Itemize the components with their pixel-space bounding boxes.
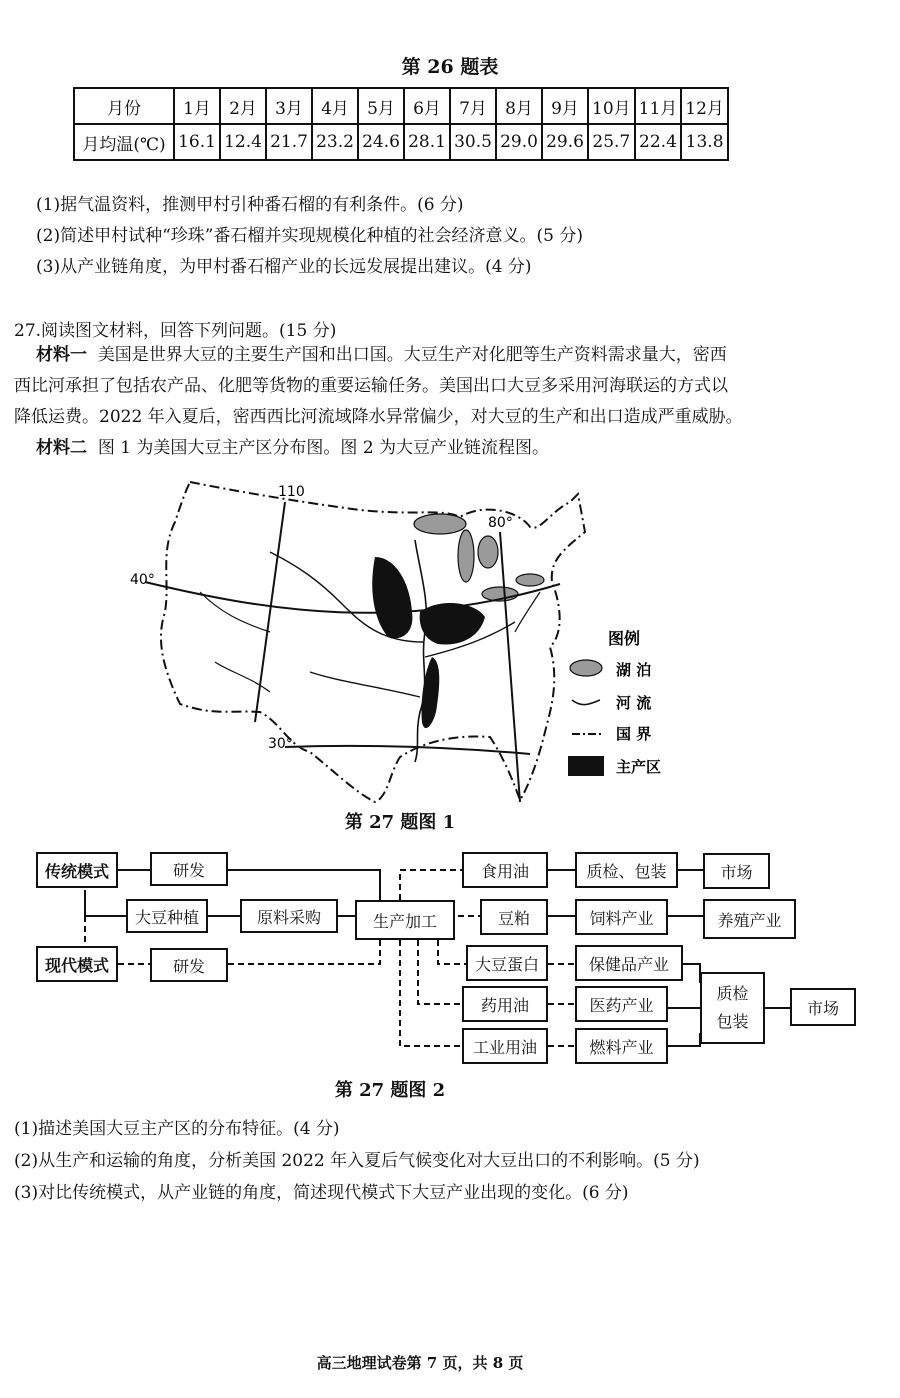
label-lat-40: 40° [130,572,155,588]
month-cell: 2月 [220,88,266,124]
month-cell: 4月 [312,88,358,124]
market-box-top: 市场 [703,853,770,889]
river-mississippi [415,540,426,762]
legend-border-label: 国 界 [616,725,652,743]
month-cell: 3月 [266,88,312,124]
material-purchasing-box: 原料采购 [240,899,338,933]
label-lat-30: 30° [268,736,293,752]
qc-packaging-box: 质检、包装 [575,852,678,888]
temp-cell: 16.1 [174,124,220,160]
q26-question-1: (1)据气温资料，推测甲村引种番石榴的有利条件。(6 分) [36,195,464,215]
month-cell: 1月 [174,88,220,124]
row-header-temp: 月均温(℃) [74,124,174,160]
q27-question-1: (1)描述美国大豆主产区的分布特征。(4 分) [14,1119,340,1139]
temp-cell: 24.6 [358,124,404,160]
material-1-line-1: 美国是世界大豆的主要生产国和出口国。大豆生产对化肥等生产资料需求量大，密西 [97,345,727,365]
rnd-box-traditional: 研发 [150,852,228,886]
pharma-industry-box: 医药产业 [575,986,668,1022]
month-cell: 9月 [542,88,588,124]
river-west-1 [200,592,270,632]
legend-title: 图例 [608,629,641,648]
temp-cell: 29.0 [496,124,542,160]
feed-industry-box: 饲料产业 [575,899,668,935]
temperature-table [73,87,729,161]
temp-cell: 23.2 [312,124,358,160]
temp-cell: 29.6 [542,124,588,160]
rnd-box-modern: 研发 [150,948,228,982]
legend-river-label: 河 流 [616,694,652,712]
soybean-production-area [372,557,485,728]
market-box-bottom: 市场 [790,988,856,1026]
temp-cell: 25.7 [588,124,635,160]
river-arkansas [310,672,420,697]
edible-oil-box: 食用油 [462,852,548,888]
medicinal-oil-box: 药用油 [462,986,548,1022]
material-1-line-3: 降低运费。2022 年入夏后，密西西比河流域降水异常偏少，对大豆的生产和出口造成严重威胁。 [14,407,743,427]
packaging-label: 包装 [716,1012,749,1031]
page-footer: 高三地理试卷第 7 页，共 8 页 [316,1354,524,1372]
qc-label: 质检 [716,984,749,1003]
legend-area-swatch [568,756,604,776]
material-1-line-2: 西比河承担了包括农产品、化肥等货物的重要运输任务。美国出口大豆多采用河海联运的方式以 [14,376,728,396]
legend-area-label: 主产区 [616,758,662,776]
month-cell: 11月 [635,88,682,124]
q26-question-2: (2)简述甲村试种“珍珠”番石榴并实现规模化种植的社会经济意义。(5 分) [36,226,583,246]
river-east [515,592,540,632]
soy-meal-box: 豆粕 [480,899,548,935]
soy-protein-box: 大豆蛋白 [466,945,548,981]
flow-caption: 第 27 题图 2 [334,1080,446,1101]
breeding-industry-box: 养殖产业 [703,899,796,939]
temp-cell: 30.5 [450,124,496,160]
industrial-oil-box: 工业用油 [462,1028,548,1064]
temp-cell: 28.1 [404,124,450,160]
map-caption: 第 27 题图 1 [344,812,456,833]
fuel-industry-box: 燃料产业 [575,1028,668,1064]
row-header-month: 月份 [74,88,174,124]
material-1-label: 材料一 [36,345,87,365]
q27-heading: 27.阅读图文材料，回答下列问题。(15 分) [14,321,337,341]
material-2-text: 图 1 为美国大豆主产区分布图。图 2 为大豆产业链流程图。 [97,438,550,458]
month-cell: 12月 [681,88,728,124]
month-cell: 10月 [588,88,635,124]
month-cell: 5月 [358,88,404,124]
q27-question-3: (3)对比传统模式，从产业链的角度，简述现代模式下大豆产业出现的变化。(6 分) [14,1183,629,1203]
health-products-box: 保健品产业 [575,945,683,981]
label-lon-110: 110 [278,484,305,500]
latitude-30 [285,746,530,754]
q26-question-3: (3)从产业链角度，为甲村番石榴产业的长远发展提出建议。(4 分) [36,257,532,277]
great-lakes [414,514,544,601]
qc-packaging-box-2 [700,972,765,1044]
label-lon-80: 80° [488,515,513,531]
table-title: 第 26 题表 [401,56,499,78]
legend-lake-label: 湖 泊 [616,661,652,679]
temp-cell: 13.8 [681,124,728,160]
soybean-map [120,472,680,812]
material-1 [36,340,876,371]
table-row-temps [74,124,728,160]
legend-river-swatch [572,700,600,705]
temp-cell: 12.4 [220,124,266,160]
temp-cell: 21.7 [266,124,312,160]
q27-question-2: (2)从生产和运输的角度，分析美国 2022 年入夏后气候变化对大豆出口的不利影响。(5 分) [14,1151,700,1171]
soybean-planting-box: 大豆种植 [126,899,208,933]
legend-lake-swatch [570,660,602,676]
temp-cell: 22.4 [635,124,682,160]
table-row-months [74,88,728,124]
material-2-label: 材料二 [36,438,87,458]
longitude-110 [255,502,285,722]
traditional-mode-box: 传统模式 [36,852,118,888]
month-cell: 8月 [496,88,542,124]
material-2 [36,433,876,464]
modern-mode-box: 现代模式 [36,946,118,982]
month-cell: 6月 [404,88,450,124]
month-cell: 7月 [450,88,496,124]
production-processing-box: 生产加工 [355,900,455,940]
